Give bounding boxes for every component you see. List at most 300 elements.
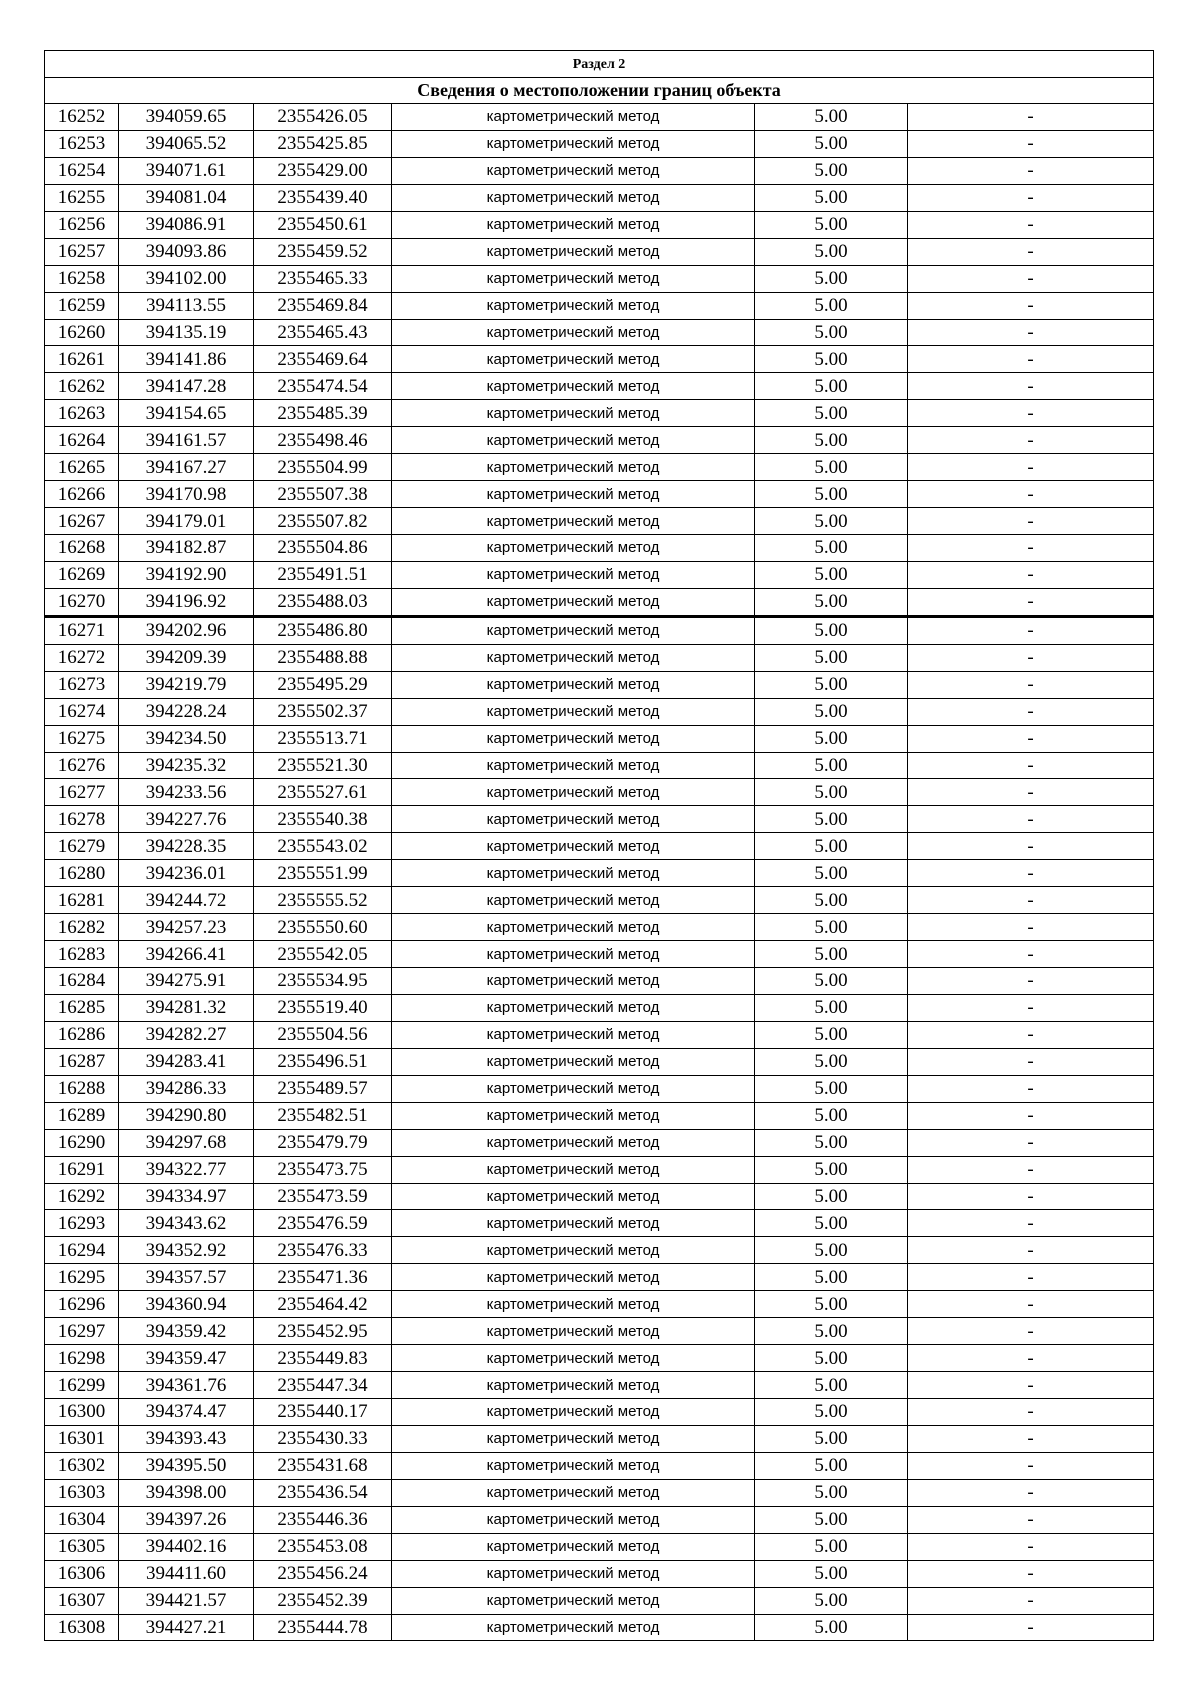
- x-coordinate-cell: 394228.35: [119, 833, 254, 860]
- point-number-cell: 16282: [45, 914, 119, 941]
- method-cell: картометрический метод: [392, 1075, 755, 1102]
- x-coordinate-cell: 394322.77: [119, 1156, 254, 1183]
- point-number-cell: 16256: [45, 211, 119, 238]
- x-coordinate-cell: 394141.86: [119, 346, 254, 373]
- accuracy-cell: 5.00: [755, 752, 908, 779]
- description-cell: -: [908, 941, 1154, 968]
- description-cell: -: [908, 238, 1154, 265]
- description-cell: -: [908, 968, 1154, 995]
- method-cell: картометрический метод: [392, 561, 755, 588]
- table-row: [45, 535, 1154, 562]
- point-number-cell: 16283: [45, 941, 119, 968]
- point-number-cell: 16264: [45, 427, 119, 454]
- y-coordinate-cell: 2355459.52: [254, 238, 392, 265]
- method-cell: картометрический метод: [392, 1183, 755, 1210]
- y-coordinate-cell: 2355453.08: [254, 1533, 392, 1560]
- accuracy-cell: 5.00: [755, 1587, 908, 1614]
- y-coordinate-cell: 2355473.59: [254, 1183, 392, 1210]
- description-cell: -: [908, 1264, 1154, 1291]
- table-row: [45, 1264, 1154, 1291]
- method-cell: картометрический метод: [392, 454, 755, 481]
- description-cell: -: [908, 1560, 1154, 1587]
- method-cell: картометрический метод: [392, 184, 755, 211]
- y-coordinate-cell: 2355534.95: [254, 968, 392, 995]
- y-coordinate-cell: 2355436.54: [254, 1479, 392, 1506]
- description-cell: -: [908, 104, 1154, 131]
- accuracy-cell: 5.00: [755, 1479, 908, 1506]
- x-coordinate-cell: 394266.41: [119, 941, 254, 968]
- table-row: [45, 588, 1154, 616]
- x-coordinate-cell: 394102.00: [119, 265, 254, 292]
- y-coordinate-cell: 2355495.29: [254, 671, 392, 698]
- x-coordinate-cell: 394282.27: [119, 1021, 254, 1048]
- accuracy-cell: 5.00: [755, 860, 908, 887]
- description-cell: -: [908, 346, 1154, 373]
- method-cell: картометрический метод: [392, 400, 755, 427]
- description-cell: -: [908, 1291, 1154, 1318]
- point-number-cell: 16291: [45, 1156, 119, 1183]
- point-number-cell: 16285: [45, 994, 119, 1021]
- table-row: [45, 833, 1154, 860]
- x-coordinate-cell: 394374.47: [119, 1399, 254, 1426]
- description-cell: -: [908, 508, 1154, 535]
- x-coordinate-cell: 394283.41: [119, 1048, 254, 1075]
- x-coordinate-cell: 394192.90: [119, 561, 254, 588]
- y-coordinate-cell: 2355440.17: [254, 1399, 392, 1426]
- point-number-cell: 16298: [45, 1345, 119, 1372]
- accuracy-cell: 5.00: [755, 644, 908, 671]
- description-cell: -: [908, 725, 1154, 752]
- x-coordinate-cell: 394360.94: [119, 1291, 254, 1318]
- accuracy-cell: 5.00: [755, 157, 908, 184]
- accuracy-cell: 5.00: [755, 1210, 908, 1237]
- point-number-cell: 16281: [45, 887, 119, 914]
- x-coordinate-cell: 394421.57: [119, 1587, 254, 1614]
- method-cell: картометрический метод: [392, 292, 755, 319]
- accuracy-cell: 5.00: [755, 1399, 908, 1426]
- method-cell: картометрический метод: [392, 1614, 755, 1641]
- point-number-cell: 16253: [45, 130, 119, 157]
- table-row: [45, 130, 1154, 157]
- y-coordinate-cell: 2355471.36: [254, 1264, 392, 1291]
- x-coordinate-cell: 394147.28: [119, 373, 254, 400]
- table-row: [45, 238, 1154, 265]
- point-number-cell: 16284: [45, 968, 119, 995]
- y-coordinate-cell: 2355489.57: [254, 1075, 392, 1102]
- x-coordinate-cell: 394227.76: [119, 806, 254, 833]
- x-coordinate-cell: 394359.42: [119, 1318, 254, 1345]
- point-number-cell: 16301: [45, 1425, 119, 1452]
- boundary-table: [44, 50, 1154, 1641]
- method-cell: картометрический метод: [392, 1102, 755, 1129]
- x-coordinate-cell: 394065.52: [119, 130, 254, 157]
- description-cell: -: [908, 914, 1154, 941]
- y-coordinate-cell: 2355452.39: [254, 1587, 392, 1614]
- table-row: [45, 184, 1154, 211]
- table-row: [45, 1183, 1154, 1210]
- x-coordinate-cell: 394411.60: [119, 1560, 254, 1587]
- y-coordinate-cell: 2355479.79: [254, 1129, 392, 1156]
- y-coordinate-cell: 2355465.43: [254, 319, 392, 346]
- method-cell: картометрический метод: [392, 968, 755, 995]
- method-cell: картометрический метод: [392, 157, 755, 184]
- method-cell: картометрический метод: [392, 833, 755, 860]
- method-cell: картометрический метод: [392, 508, 755, 535]
- method-cell: картометрический метод: [392, 104, 755, 131]
- section-title: Сведения о местоположении границ объекта: [45, 78, 1154, 104]
- table-row: [45, 616, 1154, 644]
- x-coordinate-cell: 394235.32: [119, 752, 254, 779]
- accuracy-cell: 5.00: [755, 671, 908, 698]
- point-number-cell: 16289: [45, 1102, 119, 1129]
- method-cell: картометрический метод: [392, 941, 755, 968]
- description-cell: -: [908, 671, 1154, 698]
- point-number-cell: 16278: [45, 806, 119, 833]
- table-row: [45, 157, 1154, 184]
- point-number-cell: 16260: [45, 319, 119, 346]
- table-row: [45, 1614, 1154, 1641]
- table-row: [45, 508, 1154, 535]
- accuracy-cell: 5.00: [755, 1129, 908, 1156]
- table-row: [45, 1587, 1154, 1614]
- y-coordinate-cell: 2355519.40: [254, 994, 392, 1021]
- description-cell: -: [908, 1614, 1154, 1641]
- point-number-cell: 16297: [45, 1318, 119, 1345]
- method-cell: картометрический метод: [392, 1560, 755, 1587]
- y-coordinate-cell: 2355504.86: [254, 535, 392, 562]
- accuracy-cell: 5.00: [755, 1264, 908, 1291]
- table-row: [45, 292, 1154, 319]
- description-cell: -: [908, 1372, 1154, 1399]
- table-row: [45, 1452, 1154, 1479]
- method-cell: картометрический метод: [392, 1506, 755, 1533]
- method-cell: картометрический метод: [392, 1129, 755, 1156]
- description-cell: -: [908, 887, 1154, 914]
- x-coordinate-cell: 394357.57: [119, 1264, 254, 1291]
- description-cell: -: [908, 1183, 1154, 1210]
- description-cell: -: [908, 1318, 1154, 1345]
- accuracy-cell: 5.00: [755, 1291, 908, 1318]
- table-row: [45, 1318, 1154, 1345]
- point-number-cell: 16259: [45, 292, 119, 319]
- method-cell: картометрический метод: [392, 1399, 755, 1426]
- table-row: [45, 481, 1154, 508]
- table-row: [45, 1560, 1154, 1587]
- description-cell: -: [908, 454, 1154, 481]
- accuracy-cell: 5.00: [755, 1237, 908, 1264]
- point-number-cell: 16276: [45, 752, 119, 779]
- y-coordinate-cell: 2355474.54: [254, 373, 392, 400]
- description-cell: -: [908, 1587, 1154, 1614]
- y-coordinate-cell: 2355476.33: [254, 1237, 392, 1264]
- method-cell: картометрический метод: [392, 671, 755, 698]
- table-row: [45, 1129, 1154, 1156]
- table-row: [45, 346, 1154, 373]
- table-row: [45, 319, 1154, 346]
- point-number-cell: 16272: [45, 644, 119, 671]
- accuracy-cell: 5.00: [755, 887, 908, 914]
- table-row: [45, 1425, 1154, 1452]
- x-coordinate-cell: 394244.72: [119, 887, 254, 914]
- point-number-cell: 16308: [45, 1614, 119, 1641]
- method-cell: картометрический метод: [392, 265, 755, 292]
- accuracy-cell: 5.00: [755, 1533, 908, 1560]
- method-cell: картометрический метод: [392, 1479, 755, 1506]
- x-coordinate-cell: 394402.16: [119, 1533, 254, 1560]
- y-coordinate-cell: 2355429.00: [254, 157, 392, 184]
- description-cell: -: [908, 588, 1154, 616]
- accuracy-cell: 5.00: [755, 994, 908, 1021]
- accuracy-cell: 5.00: [755, 833, 908, 860]
- x-coordinate-cell: 394290.80: [119, 1102, 254, 1129]
- method-cell: картометрический метод: [392, 1048, 755, 1075]
- point-number-cell: 16271: [45, 616, 119, 644]
- point-number-cell: 16266: [45, 481, 119, 508]
- table-row: [45, 104, 1154, 131]
- method-cell: картометрический метод: [392, 1291, 755, 1318]
- y-coordinate-cell: 2355425.85: [254, 130, 392, 157]
- x-coordinate-cell: 394286.33: [119, 1075, 254, 1102]
- y-coordinate-cell: 2355486.80: [254, 616, 392, 644]
- method-cell: картометрический метод: [392, 1237, 755, 1264]
- x-coordinate-cell: 394086.91: [119, 211, 254, 238]
- description-cell: -: [908, 1156, 1154, 1183]
- accuracy-cell: 5.00: [755, 1372, 908, 1399]
- accuracy-cell: 5.00: [755, 616, 908, 644]
- method-cell: картометрический метод: [392, 481, 755, 508]
- method-cell: картометрический метод: [392, 887, 755, 914]
- accuracy-cell: 5.00: [755, 588, 908, 616]
- y-coordinate-cell: 2355498.46: [254, 427, 392, 454]
- accuracy-cell: 5.00: [755, 104, 908, 131]
- x-coordinate-cell: 394281.32: [119, 994, 254, 1021]
- y-coordinate-cell: 2355444.78: [254, 1614, 392, 1641]
- accuracy-cell: 5.00: [755, 1560, 908, 1587]
- accuracy-cell: 5.00: [755, 400, 908, 427]
- x-coordinate-cell: 394352.92: [119, 1237, 254, 1264]
- accuracy-cell: 5.00: [755, 292, 908, 319]
- table-row: [45, 914, 1154, 941]
- description-cell: -: [908, 779, 1154, 806]
- description-cell: -: [908, 292, 1154, 319]
- point-number-cell: 16279: [45, 833, 119, 860]
- accuracy-cell: 5.00: [755, 1183, 908, 1210]
- description-cell: -: [908, 698, 1154, 725]
- y-coordinate-cell: 2355496.51: [254, 1048, 392, 1075]
- table-row: [45, 1102, 1154, 1129]
- method-cell: картометрический метод: [392, 1210, 755, 1237]
- table-row: [45, 1372, 1154, 1399]
- point-number-cell: 16303: [45, 1479, 119, 1506]
- point-number-cell: 16275: [45, 725, 119, 752]
- y-coordinate-cell: 2355485.39: [254, 400, 392, 427]
- description-cell: -: [908, 1399, 1154, 1426]
- accuracy-cell: 5.00: [755, 346, 908, 373]
- y-coordinate-cell: 2355551.99: [254, 860, 392, 887]
- method-cell: картометрический метод: [392, 698, 755, 725]
- description-cell: -: [908, 481, 1154, 508]
- x-coordinate-cell: 394334.97: [119, 1183, 254, 1210]
- y-coordinate-cell: 2355521.30: [254, 752, 392, 779]
- table-row: [45, 968, 1154, 995]
- table-row: [45, 1506, 1154, 1533]
- x-coordinate-cell: 394397.26: [119, 1506, 254, 1533]
- description-cell: -: [908, 644, 1154, 671]
- y-coordinate-cell: 2355426.05: [254, 104, 392, 131]
- y-coordinate-cell: 2355431.68: [254, 1452, 392, 1479]
- accuracy-cell: 5.00: [755, 779, 908, 806]
- table-row: [45, 1291, 1154, 1318]
- table-row: [45, 211, 1154, 238]
- x-coordinate-cell: 394209.39: [119, 644, 254, 671]
- accuracy-cell: 5.00: [755, 914, 908, 941]
- method-cell: картометрический метод: [392, 427, 755, 454]
- accuracy-cell: 5.00: [755, 698, 908, 725]
- accuracy-cell: 5.00: [755, 1021, 908, 1048]
- table-row: [45, 671, 1154, 698]
- table-row: [45, 887, 1154, 914]
- description-cell: -: [908, 561, 1154, 588]
- y-coordinate-cell: 2355447.34: [254, 1372, 392, 1399]
- point-number-cell: 16295: [45, 1264, 119, 1291]
- x-coordinate-cell: 394135.19: [119, 319, 254, 346]
- y-coordinate-cell: 2355473.75: [254, 1156, 392, 1183]
- method-cell: картометрический метод: [392, 1318, 755, 1345]
- table-row: [45, 1156, 1154, 1183]
- method-cell: картометрический метод: [392, 1425, 755, 1452]
- point-number-cell: 16257: [45, 238, 119, 265]
- accuracy-cell: 5.00: [755, 184, 908, 211]
- method-cell: картометрический метод: [392, 1587, 755, 1614]
- description-cell: -: [908, 860, 1154, 887]
- description-cell: -: [908, 1102, 1154, 1129]
- point-number-cell: 16300: [45, 1399, 119, 1426]
- description-cell: -: [908, 1021, 1154, 1048]
- method-cell: картометрический метод: [392, 1345, 755, 1372]
- accuracy-cell: 5.00: [755, 454, 908, 481]
- table-row: [45, 941, 1154, 968]
- table-row: [45, 265, 1154, 292]
- y-coordinate-cell: 2355482.51: [254, 1102, 392, 1129]
- description-cell: -: [908, 1425, 1154, 1452]
- y-coordinate-cell: 2355488.03: [254, 588, 392, 616]
- x-coordinate-cell: 394182.87: [119, 535, 254, 562]
- accuracy-cell: 5.00: [755, 1075, 908, 1102]
- method-cell: картометрический метод: [392, 994, 755, 1021]
- description-cell: -: [908, 1129, 1154, 1156]
- y-coordinate-cell: 2355452.95: [254, 1318, 392, 1345]
- point-number-cell: 16302: [45, 1452, 119, 1479]
- x-coordinate-cell: 394395.50: [119, 1452, 254, 1479]
- y-coordinate-cell: 2355502.37: [254, 698, 392, 725]
- accuracy-cell: 5.00: [755, 211, 908, 238]
- point-number-cell: 16273: [45, 671, 119, 698]
- point-number-cell: 16286: [45, 1021, 119, 1048]
- method-cell: картометрический метод: [392, 644, 755, 671]
- table-row: [45, 1479, 1154, 1506]
- x-coordinate-cell: 394179.01: [119, 508, 254, 535]
- table-row: [45, 1210, 1154, 1237]
- method-cell: картометрический метод: [392, 725, 755, 752]
- accuracy-cell: 5.00: [755, 1048, 908, 1075]
- x-coordinate-cell: 394233.56: [119, 779, 254, 806]
- table-row: [45, 1048, 1154, 1075]
- description-cell: -: [908, 427, 1154, 454]
- table-row: [45, 752, 1154, 779]
- method-cell: картометрический метод: [392, 535, 755, 562]
- y-coordinate-cell: 2355469.64: [254, 346, 392, 373]
- accuracy-cell: 5.00: [755, 561, 908, 588]
- table-row: [45, 779, 1154, 806]
- y-coordinate-cell: 2355527.61: [254, 779, 392, 806]
- method-cell: картометрический метод: [392, 130, 755, 157]
- y-coordinate-cell: 2355550.60: [254, 914, 392, 941]
- method-cell: картометрический метод: [392, 806, 755, 833]
- accuracy-cell: 5.00: [755, 1425, 908, 1452]
- method-cell: картометрический метод: [392, 1452, 755, 1479]
- x-coordinate-cell: 394427.21: [119, 1614, 254, 1641]
- point-number-cell: 16288: [45, 1075, 119, 1102]
- table-row: [45, 1237, 1154, 1264]
- accuracy-cell: 5.00: [755, 1452, 908, 1479]
- y-coordinate-cell: 2355449.83: [254, 1345, 392, 1372]
- x-coordinate-cell: 394275.91: [119, 968, 254, 995]
- x-coordinate-cell: 394257.23: [119, 914, 254, 941]
- y-coordinate-cell: 2355507.38: [254, 481, 392, 508]
- y-coordinate-cell: 2355465.33: [254, 265, 392, 292]
- section-title-row: [45, 78, 1154, 104]
- method-cell: картометрический метод: [392, 1372, 755, 1399]
- description-cell: -: [908, 1237, 1154, 1264]
- point-number-cell: 16293: [45, 1210, 119, 1237]
- description-cell: -: [908, 1452, 1154, 1479]
- method-cell: картометрический метод: [392, 1156, 755, 1183]
- accuracy-cell: 5.00: [755, 1614, 908, 1641]
- method-cell: картометрический метод: [392, 346, 755, 373]
- y-coordinate-cell: 2355476.59: [254, 1210, 392, 1237]
- description-cell: -: [908, 1210, 1154, 1237]
- method-cell: картометрический метод: [392, 211, 755, 238]
- table-row: [45, 806, 1154, 833]
- y-coordinate-cell: 2355488.88: [254, 644, 392, 671]
- point-number-cell: 16258: [45, 265, 119, 292]
- method-cell: картометрический метод: [392, 373, 755, 400]
- point-number-cell: 16254: [45, 157, 119, 184]
- section-header-row: [45, 51, 1154, 78]
- point-number-cell: 16290: [45, 1129, 119, 1156]
- x-coordinate-cell: 394154.65: [119, 400, 254, 427]
- y-coordinate-cell: 2355456.24: [254, 1560, 392, 1587]
- y-coordinate-cell: 2355504.99: [254, 454, 392, 481]
- method-cell: картометрический метод: [392, 588, 755, 616]
- y-coordinate-cell: 2355491.51: [254, 561, 392, 588]
- description-cell: -: [908, 1533, 1154, 1560]
- method-cell: картометрический метод: [392, 752, 755, 779]
- description-cell: -: [908, 1048, 1154, 1075]
- y-coordinate-cell: 2355540.38: [254, 806, 392, 833]
- table-row: [45, 454, 1154, 481]
- y-coordinate-cell: 2355543.02: [254, 833, 392, 860]
- table-row: [45, 427, 1154, 454]
- y-coordinate-cell: 2355446.36: [254, 1506, 392, 1533]
- x-coordinate-cell: 394081.04: [119, 184, 254, 211]
- description-cell: -: [908, 1345, 1154, 1372]
- x-coordinate-cell: 394196.92: [119, 588, 254, 616]
- x-coordinate-cell: 394093.86: [119, 238, 254, 265]
- accuracy-cell: 5.00: [755, 1102, 908, 1129]
- accuracy-cell: 5.00: [755, 1506, 908, 1533]
- point-number-cell: 16299: [45, 1372, 119, 1399]
